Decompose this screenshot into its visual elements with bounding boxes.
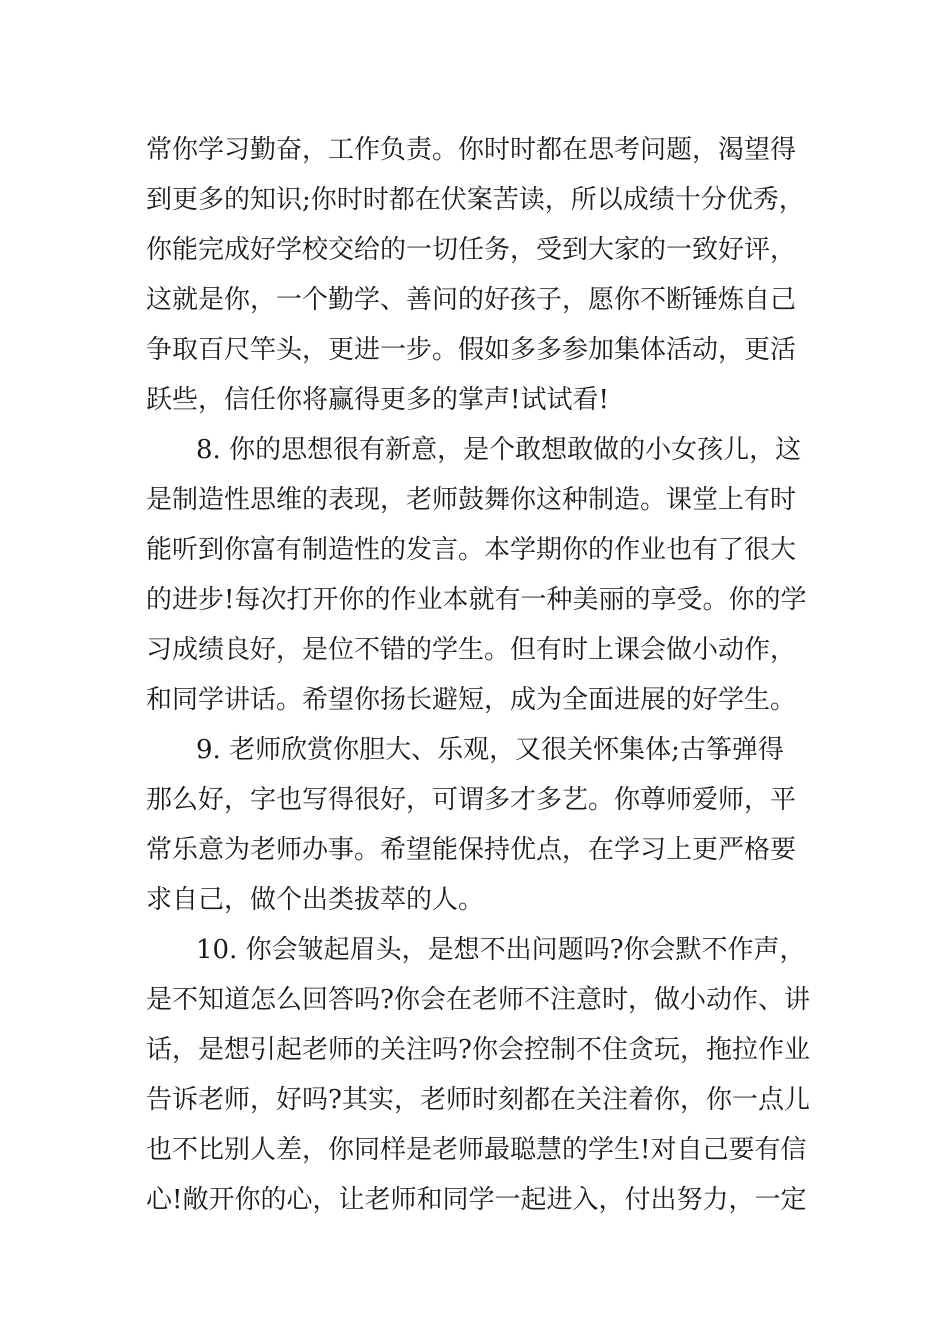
text-line: 那么好，字也写得很好，可谓多才多艺。你尊师爱师，平	[146, 785, 797, 815]
text-line: 能听到你富有制造性的发言。本学期你的作业也有了很大	[146, 535, 797, 565]
paragraph-9-first-line: 9. 老师欣赏你胆大、乐观，又很关怀集体;古筝弹得	[196, 735, 784, 765]
text-line: 心!敞开你的心，让老师和同学一起进入，付出努力，一定	[146, 1185, 807, 1215]
text-line: 是不知道怎么回答吗?你会在老师不注意时，做小动作、讲	[146, 985, 810, 1015]
text-line: 习成绩良好，是位不错的学生。但有时上课会做小动作，	[146, 635, 797, 665]
text-line: 和同学讲话。希望你扬长避短，成为全面进展的好学生。	[146, 685, 797, 715]
text-line: 常乐意为老师办事。希望能保持优点，在学习上更严格要	[146, 835, 797, 865]
paragraph-8-first-line: 8. 你的思想很有新意，是个敢想敢做的小女孩儿，这	[196, 435, 802, 465]
text-line: 你能完成好学校交给的一切任务，受到大家的一致好评，	[146, 235, 797, 265]
text-line: 的进步!每次打开你的作业本就有一种美丽的享受。你的学	[146, 585, 807, 615]
text-line: 这就是你，一个勤学、善问的好孩子，愿你不断锤炼自己	[146, 285, 797, 315]
text-line: 告诉老师，好吗?其实，老师时刻都在关注着你，你一点儿	[146, 1085, 810, 1115]
text-line: 也不比别人差，你同样是老师最聪慧的学生!对自己要有信	[146, 1135, 807, 1165]
text-line: 话，是想引起老师的关注吗?你会控制不住贪玩，拖拉作业	[146, 1035, 810, 1065]
text-line: 常你学习勤奋，工作负责。你时时都在思考问题，渴望得	[146, 135, 797, 165]
text-line: 到更多的知识;你时时都在伏案苦读，所以成绩十分优秀，	[146, 185, 805, 215]
text-line: 是制造性思维的表现，老师鼓舞你这种制造。课堂上有时	[146, 485, 797, 515]
text-line: 争取百尺竿头，更进一步。假如多多参加集体活动，更活	[146, 335, 797, 365]
text-line: 求自己，做个出类拔萃的人。	[146, 885, 485, 915]
paragraph-10-first-line: 10. 你会皱起眉头，是想不出问题吗?你会默不作声，	[196, 935, 806, 965]
text-line: 跃些，信任你将赢得更多的掌声!试试看!	[146, 385, 609, 415]
